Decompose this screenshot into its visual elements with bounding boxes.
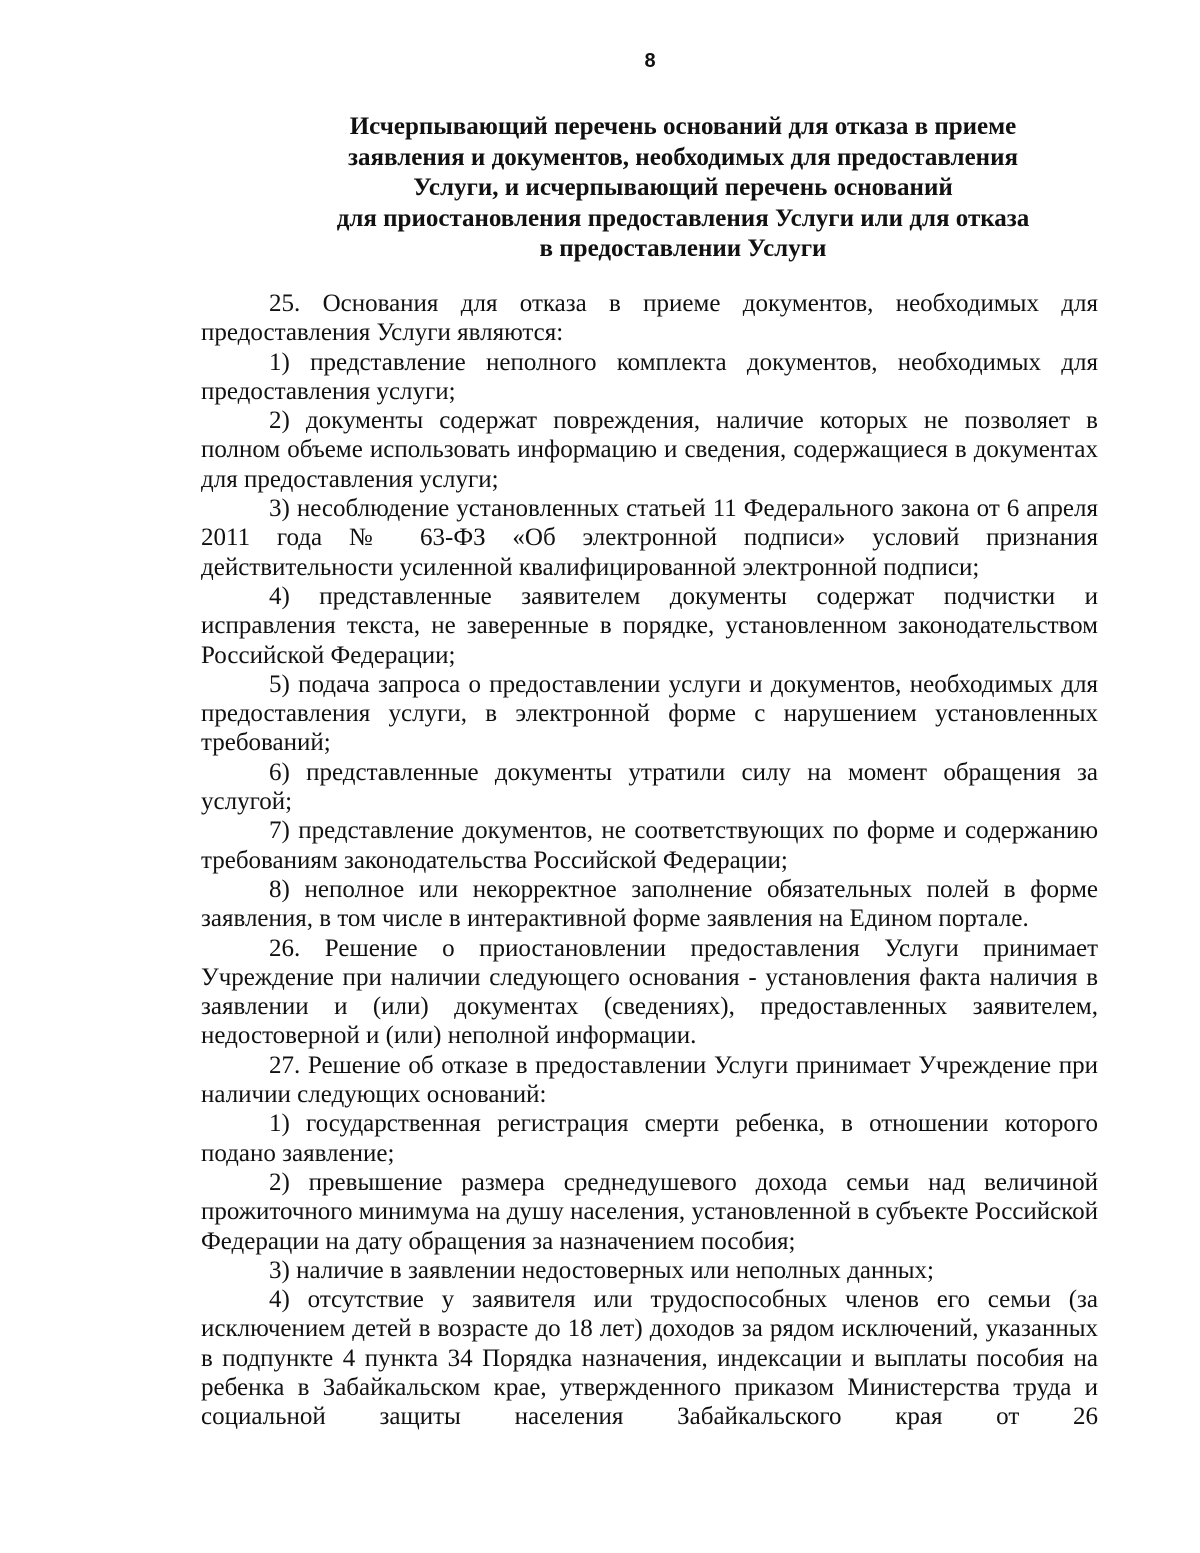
list-item-25-5: 5) подача запроса о предоставлении услуги и документов, необходимых для предоставления услуги, в электронной форме с нарушением установленных требований;: [201, 670, 1098, 757]
section-heading: [300, 112, 1066, 265]
list-item-27-4: 4) отсутствие у заявителя или трудоспособных членов его семьи (за исключением детей в возрасте до 18 лет) доходов за рядом исключений, указанных в подпункте 4 пункта 34 Порядка назначения, индексации и выплаты пособия на ребенка в Забайкальском крае, утвержденного приказом Министерства труда и социальной защиты населения Забайкальского края от 26: [201, 1286, 1098, 1431]
paragraph-27: 27. Решение об отказе в предоставлении Услуги принимает Учреждение при наличии следующих оснований:: [201, 1051, 1098, 1109]
list-item-25-6: 6) представленные документы утратили силу на момент обращения за услугой;: [201, 758, 1098, 816]
paragraph-26: 26. Решение о приостановлении предоставления Услуги принимает Учреждение при наличии следующего основания - установления факта наличия в заявлении и (или) документах (сведениях), предоставленных заявителем, недостоверной и (или) неполной информации.: [201, 934, 1098, 1050]
list-item-27-3: 3) наличие в заявлении недостоверных или неполных данных;: [269, 1256, 934, 1284]
list-item-25-7: 7) представление документов, не соответствующих по форме и содержанию требованиям законодательства Российской Федерации;: [201, 817, 1098, 874]
heading-line: заявления и документов, необходимых для предоставления: [347, 143, 1019, 171]
heading-line: в предоставлении Услуги: [539, 235, 827, 262]
list-item-25-1: 1) представление неполного комплекта документов, необходимых для предоставления услуги;: [201, 348, 1098, 405]
page-number: 8: [644, 50, 656, 72]
document-body: [201, 289, 1098, 1432]
heading-line: Исчерпывающий перечень оснований для отказа в приеме: [349, 113, 1017, 140]
list-item-27-2: 2) превышение размера среднедушевого дохода семьи над величиной прожиточного минимума на душу населения, установленной в субъекте Российской Федерации на дату обращения за назначением пособия;: [201, 1168, 1098, 1255]
list-item-27-1: 1) государственная регистрация смерти ребенка, в отношении которого подано заявление;: [201, 1110, 1098, 1167]
list-item-25-2: 2) документы содержат повреждения, наличие которых не позволяет в полном объеме использовать информацию и сведения, содержащиеся в документах для предоставления услуги;: [201, 407, 1098, 493]
list-item-25-8: 8) неполное или некорректное заполнение обязательных полей в форме заявления, в том числе в интерактивной форме заявления на Едином портале.: [201, 875, 1098, 933]
list-item-25-3: 3) несоблюдение установленных статьей 11 Федерального закона от 6 апреля 2011 года № 63-ФЗ «Об электронной подписи» условий признания действительности усиленной квалифицированной электронной подписи;: [201, 495, 1098, 581]
list-item-25-4: 4) представленные заявителем документы содержат подчистки и исправления текста, не заверенные в порядке, установленном законодательством Российской Федерации;: [201, 582, 1098, 669]
paragraph-25: 25. Основания для отказа в приеме документов, необходимых для предоставления Услуги являются:: [201, 290, 1098, 347]
heading-line: Услуги, и исчерпывающий перечень оснований: [413, 174, 953, 201]
heading-line: для приостановления предоставления Услуги или для отказа: [336, 204, 1030, 232]
